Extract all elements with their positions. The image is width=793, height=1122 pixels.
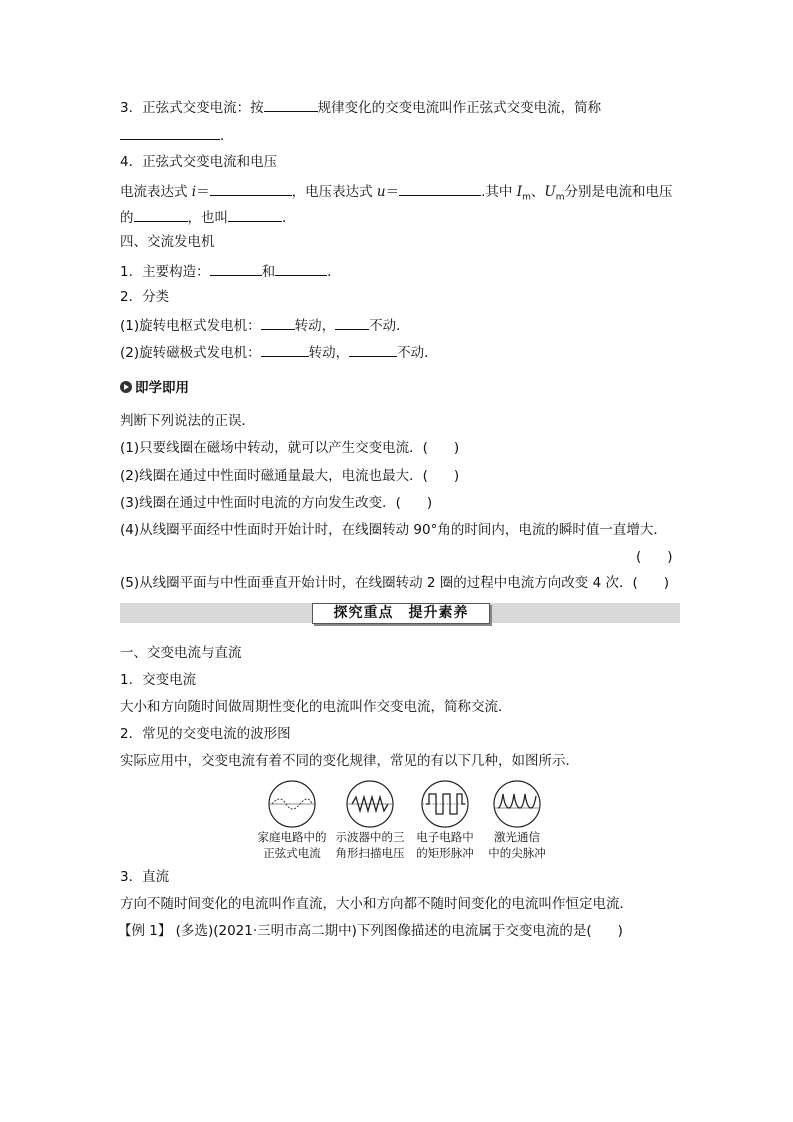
blank bbox=[120, 124, 220, 140]
waveform-figure bbox=[260, 778, 550, 834]
caption-rectangular: 电子电路中 的矩形脉冲 bbox=[416, 830, 474, 860]
part-a-title: 一、交变电流与直流 bbox=[120, 645, 242, 661]
question-4-answer: ( ) bbox=[636, 549, 673, 565]
part-a-1-title: 1．交变电流 bbox=[120, 672, 197, 688]
blank bbox=[261, 314, 295, 330]
question-5: (5)从线圈平面与中性面垂直开始计时，在线圈转动 2 圈的过程中电流方向改变 4 次．( ) bbox=[120, 575, 670, 591]
blank bbox=[210, 260, 262, 276]
part-a-3-title: 3．直流 bbox=[120, 869, 170, 885]
question-3: (3)线圈在通过中性面时电流的方向发生改变．( ) bbox=[120, 495, 433, 511]
item-3-line-2: ． bbox=[120, 124, 234, 146]
quick-use-header: 即学即用 bbox=[120, 378, 189, 398]
part-a-2-title: 2．常见的交变电流的波形图 bbox=[120, 726, 291, 742]
blank bbox=[335, 314, 369, 330]
example-label: 【例 1】 bbox=[118, 923, 172, 939]
play-icon bbox=[120, 381, 132, 393]
blank bbox=[264, 96, 318, 112]
blank bbox=[261, 341, 309, 357]
blank bbox=[228, 206, 282, 222]
question-4: (4)从线圈平面经中性面时开始计时，在线圈转动 90°角的时间内，电流的瞬时值一直增大． bbox=[120, 522, 667, 538]
spike-pulse-diagram bbox=[494, 781, 540, 827]
blank bbox=[399, 180, 481, 196]
triangle-wave-diagram bbox=[347, 781, 393, 827]
part-a-3-text: 方向不随时间变化的电流叫作直流，大小和方向都不随时间变化的电流叫作恒定电流． bbox=[120, 896, 633, 912]
part-a-1-text: 大小和方向随时间做周期性变化的电流叫作交变电流，简称交流． bbox=[120, 699, 512, 715]
caption-spike: 激光通信 中的尖脉冲 bbox=[488, 830, 546, 860]
item-4-title: 4．正弦式交变电流和电压 bbox=[120, 154, 278, 170]
caption-sine: 家庭电路中的 正弦式电流 bbox=[257, 830, 327, 860]
example-1: 【例 1】 (多选)(2021·三明市高二期中)下列图像描述的电流属于交变电流的是( ) bbox=[118, 923, 623, 939]
section-4-item-2: 2．分类 bbox=[120, 289, 170, 305]
blank bbox=[349, 341, 397, 357]
question-1: (1)只要线圈在磁场中转动，就可以产生交变电流．( ) bbox=[120, 440, 460, 456]
quick-intro: 判断下列说法的正误． bbox=[120, 413, 255, 429]
rectangular-pulse-diagram bbox=[422, 781, 468, 827]
item-4-line-2: 的 ，也叫 ． bbox=[120, 206, 296, 228]
section-4-item-2a: (1)旋转电枢式发电机： 转动， 不动． bbox=[120, 314, 410, 336]
section-4-title: 四、交流发电机 bbox=[120, 234, 215, 250]
section-4-item-1: 1．主要构造： 和 ． bbox=[120, 260, 341, 282]
caption-triangle: 示波器中的三 角形扫描电压 bbox=[335, 830, 405, 860]
part-a-2-text: 实际应用中，交变电流有着不同的变化规律，常见的有以下几种，如图所示． bbox=[120, 753, 579, 769]
blank bbox=[134, 206, 188, 222]
item-4-line-1: 电流表达式 i＝ ，电压表达式 u＝ .其中 $I_m$、$U_m$分别是电流和电压 bbox=[120, 180, 673, 208]
section-banner: 探究重点 提升素养 bbox=[312, 603, 490, 624]
item-3-line: 3．正弦式交变电流：按 规律变化的交变电流叫作正弦式交变电流，简称 bbox=[120, 96, 601, 118]
sine-wave-diagram bbox=[269, 781, 315, 827]
blank bbox=[275, 260, 327, 276]
question-2: (2)线圈在通过中性面时磁通量最大，电流也最大．( ) bbox=[120, 468, 460, 484]
blank bbox=[210, 180, 292, 196]
section-4-item-2b: (2)旋转磁极式发电机： 转动， 不动． bbox=[120, 341, 438, 363]
